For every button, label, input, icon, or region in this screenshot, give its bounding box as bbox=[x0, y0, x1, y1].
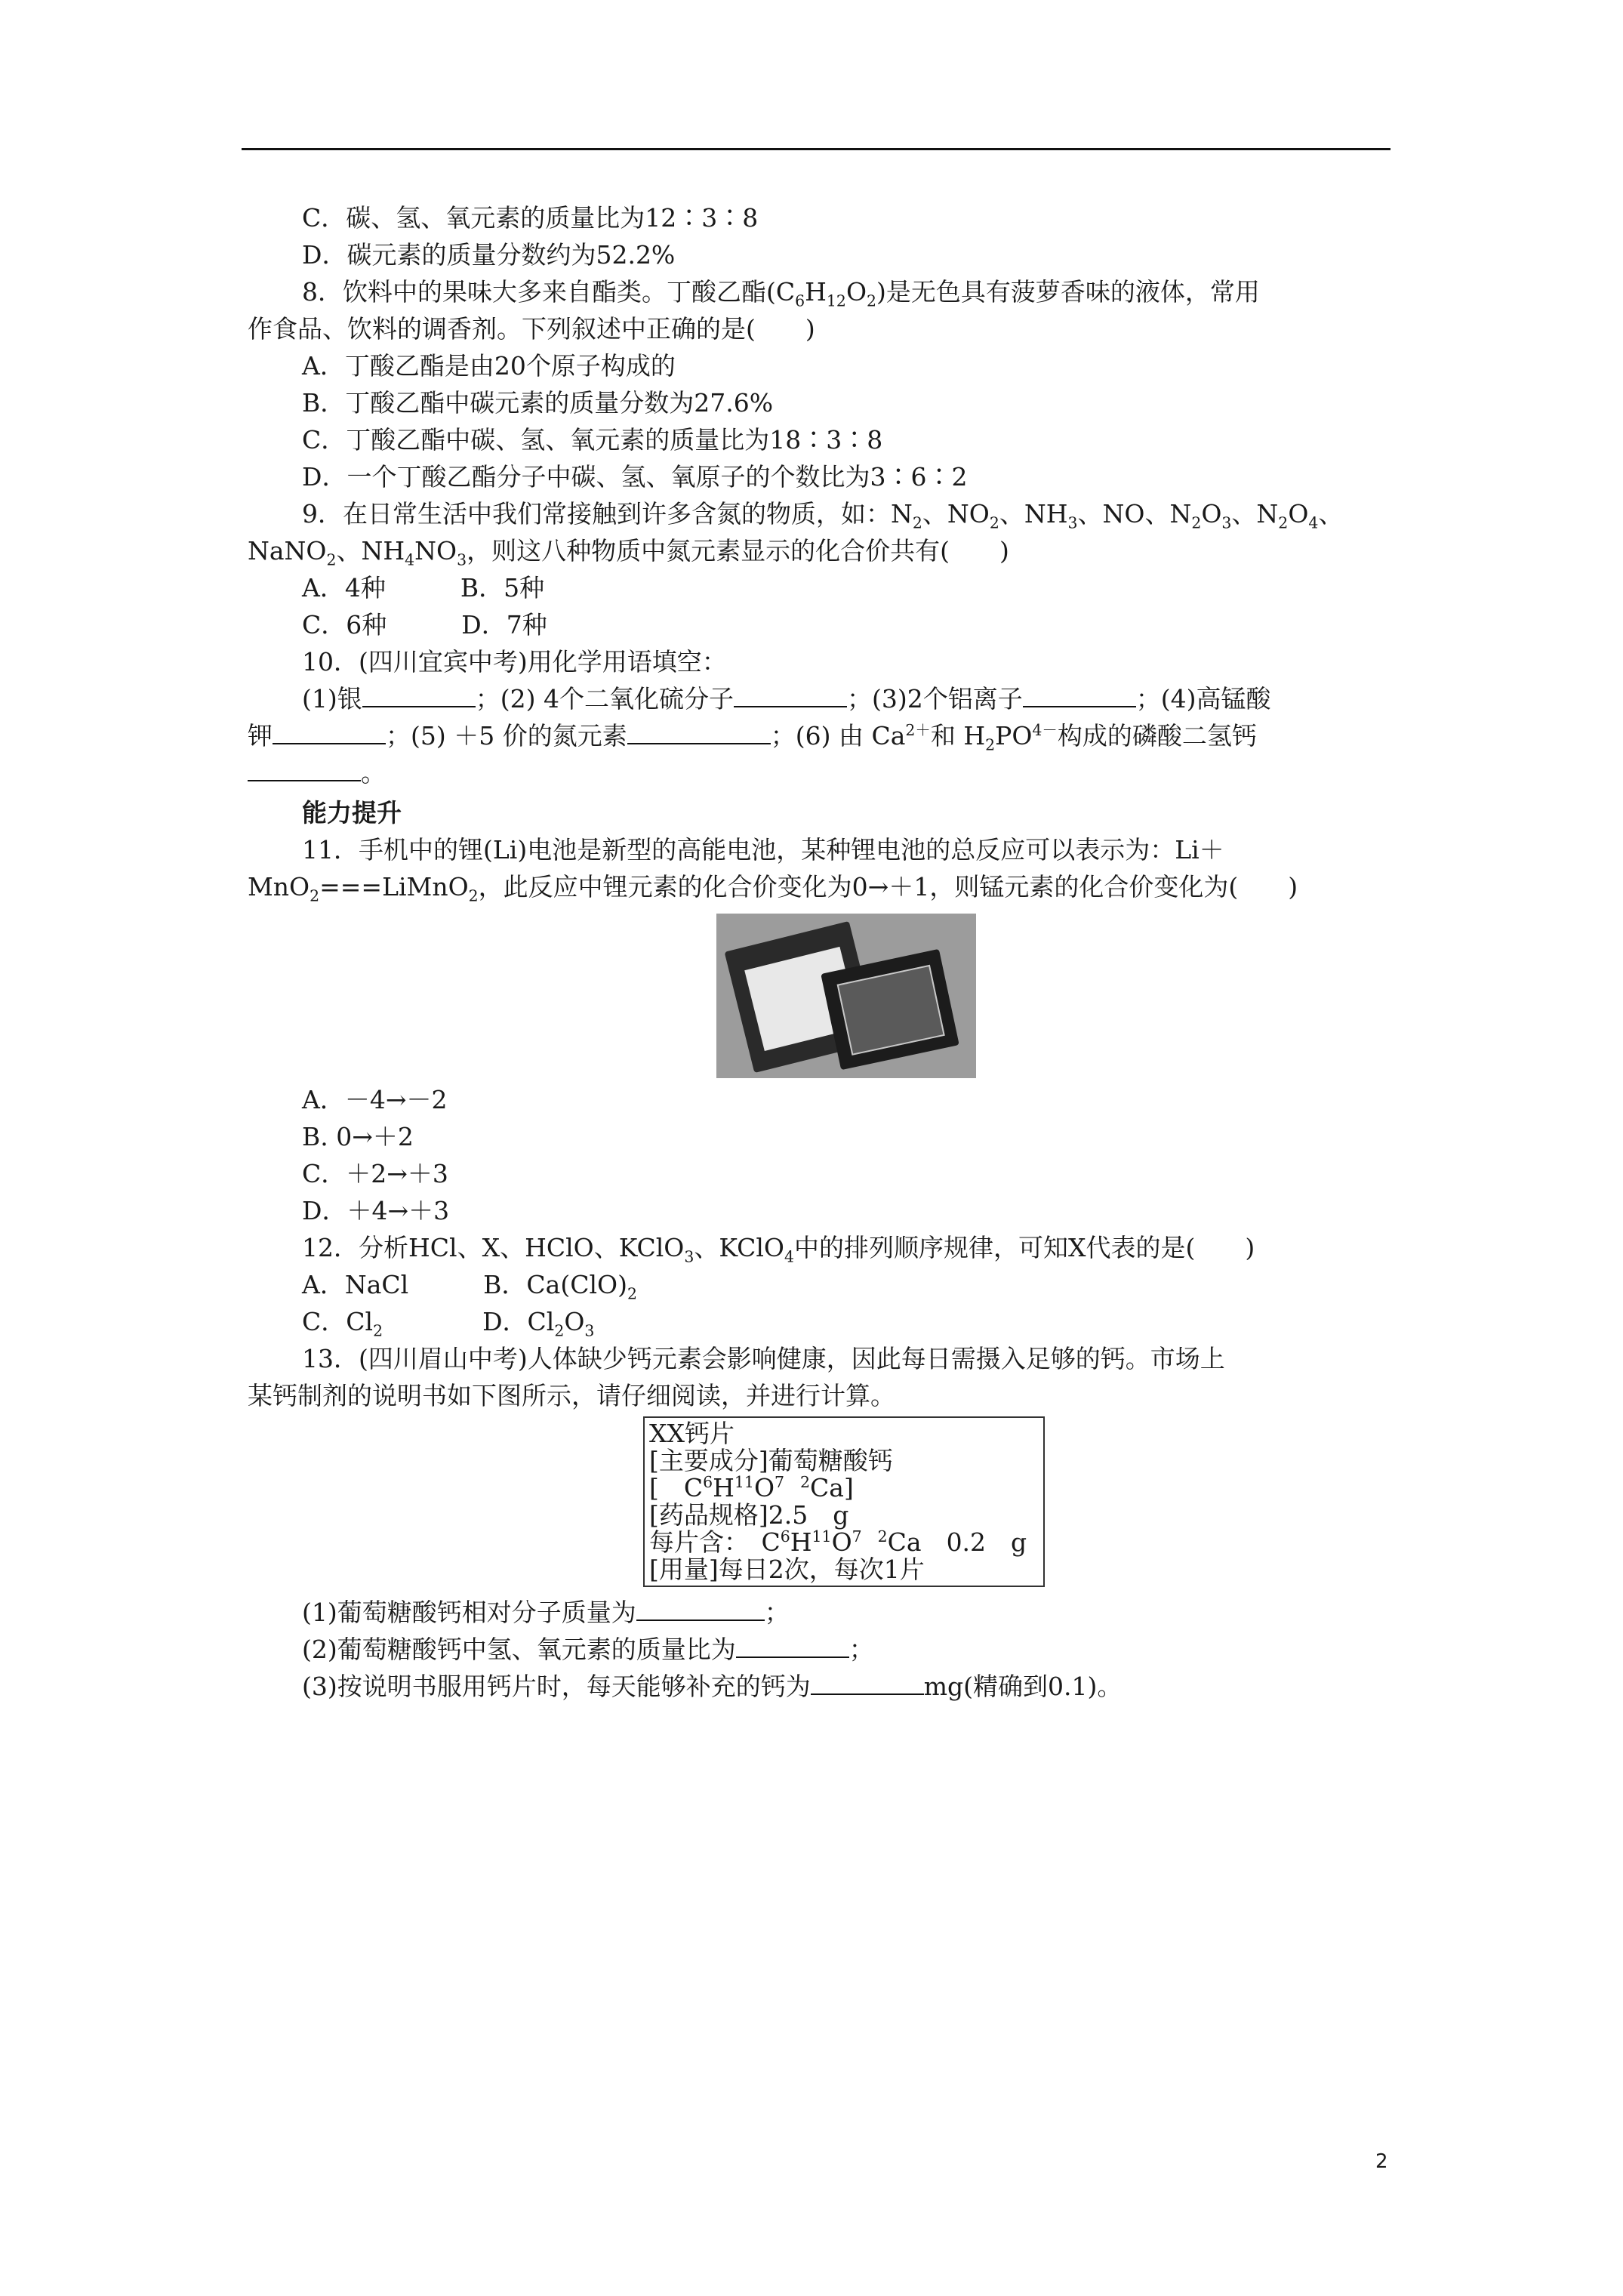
q9-options-ab: A．4种 B．5种 bbox=[302, 573, 545, 603]
battery-right-label bbox=[837, 965, 945, 1056]
q8-option-d: D．一个丁酸乙酯分子中碳、氢、氧原子的个数比为3∶6∶2 bbox=[302, 462, 968, 492]
q10-blank-5[interactable] bbox=[627, 720, 771, 744]
q8-option-c: C．丁酸乙酯中碳、氢、氧元素的质量比为18∶3∶8 bbox=[302, 425, 883, 455]
leaflet-formula: [ $C^6H^{11}O^7$ $^2$Ca] bbox=[649, 1473, 854, 1502]
leaflet-dosage: [用量]每日2次，每次1片 bbox=[649, 1555, 925, 1584]
q13-sub1: (1)葡萄糖酸钙相对分子质量为 ； bbox=[302, 1598, 790, 1627]
header-rule bbox=[242, 148, 1390, 150]
q13-stem: 13．(四川眉山中考)人体缺少钙元素会影响健康，因此每日需摄入足够的钙。市场上 bbox=[302, 1344, 1225, 1373]
q11-option-c: C．＋2→＋3 bbox=[302, 1159, 448, 1188]
page-number: 2 bbox=[1375, 2150, 1388, 2173]
leaflet-content: 每片含： $C^6H^{11}O^7$ $^2$Ca 0.2 g bbox=[649, 1527, 1027, 1557]
q11-stem: 11．手机中的锂(Li)电池是新型的高能电池，某种锂电池的总反应可以表示为：Li＋ bbox=[302, 835, 1224, 864]
q10-stem: 10．(四川宜宾中考)用化学用语填空： bbox=[302, 647, 727, 676]
q13-sub2: (2)葡萄糖酸钙中氢、氧元素的质量比为 ； bbox=[302, 1635, 874, 1664]
q13-blank-3[interactable] bbox=[811, 1671, 924, 1695]
q13-blank-1[interactable] bbox=[636, 1597, 765, 1621]
q12-options-ab: A．NaCl B．$Ca(ClO)_2$ bbox=[302, 1270, 637, 1303]
q10-blank-2[interactable] bbox=[734, 683, 847, 707]
q8-option-b: B．丁酸乙酯中碳元素的质量分数为27.6% bbox=[302, 388, 774, 418]
leaflet-title: XX钙片 bbox=[649, 1419, 735, 1448]
q10-blank-3[interactable] bbox=[1023, 683, 1136, 707]
leaflet-spec: [药品规格]2.5 g bbox=[649, 1500, 849, 1530]
q10-blank-4[interactable] bbox=[273, 720, 386, 744]
q8-stem: 8．饮料中的果味大多来自酯类。丁酸乙酯$(C_6H_{12}O_2)$是无色具有菠萝香味的液体，常用 bbox=[302, 277, 1260, 310]
q8-option-a: A．丁酸乙酯是由20个原子构成的 bbox=[302, 351, 676, 381]
q11-option-b: B. 0→＋2 bbox=[302, 1122, 414, 1151]
q9-options-cd: C．6种 D．7种 bbox=[302, 610, 547, 639]
q11-option-d: D．＋4→＋3 bbox=[302, 1196, 450, 1225]
q13-blank-2[interactable] bbox=[736, 1634, 849, 1658]
section-heading: 能力提升 bbox=[302, 798, 402, 827]
q12-options-cd: C．$Cl_2$ D．$Cl_2O_3$ bbox=[302, 1307, 595, 1340]
q10-line1: (1)银 ；(2) 4个二氧化硫分子 ；(3)2个铝离子 ；(4)高锰酸 bbox=[302, 684, 1271, 713]
q13-sub3: (3)按说明书服用钙片时，每天能够补充的钙为 mg(精确到0.1)。 bbox=[302, 1672, 1123, 1701]
q10-line2: 钾 ；(5) ＋5 价的氮元素 ；(6) 由 $Ca^{2+}$和 $H_2PO^{4-}$构成的磷酸二氢钙 bbox=[248, 721, 1257, 754]
q10-line3: 。 bbox=[248, 756, 386, 791]
calcium-tablet-leaflet bbox=[643, 1416, 1045, 1587]
leaflet-main-ingredient: [主要成分]葡萄糖酸钙 bbox=[649, 1446, 893, 1475]
lithium-battery-photo bbox=[716, 914, 976, 1078]
q7-option-d: D．碳元素的质量分数约为52.2% bbox=[302, 240, 676, 270]
q12-stem: 12．分析HCl、X、HClO、KClO$_3$、KClO$_4$中的排列顺序规律，可知X代表的是( ) bbox=[302, 1233, 1255, 1266]
q13-stem-line2: 某钙制剂的说明书如下图所示，请仔细阅读，并进行计算。 bbox=[248, 1381, 895, 1410]
q10-blank-1[interactable] bbox=[362, 683, 476, 707]
q11-stem-line2: MnO$_2$===LiMnO$_2$，此反应中锂元素的化合价变化为0→＋1，则锰元素的化合价变化为( ) bbox=[248, 872, 1298, 905]
q11-option-a: A．－4→－2 bbox=[302, 1085, 448, 1114]
q9-stem-line2: NaNO$_2$、$NH_4NO_3$，则这八种物质中氮元素显示的化合价共有( ) bbox=[248, 536, 1009, 569]
q7-option-c: C．碳、氢、氧元素的质量比为12∶3∶8 bbox=[302, 203, 759, 233]
q8-stem-line2: 作食品、饮料的调香剂。下列叙述中正确的是( ) bbox=[248, 314, 815, 344]
q10-blank-6[interactable] bbox=[248, 757, 361, 781]
q9-stem: 9．在日常生活中我们常接触到许多含氮的物质，如：$N_2$、$NO_2$、$NH_3$、NO、$N_2O_3$、$N_2O_4$、 bbox=[302, 499, 1344, 532]
